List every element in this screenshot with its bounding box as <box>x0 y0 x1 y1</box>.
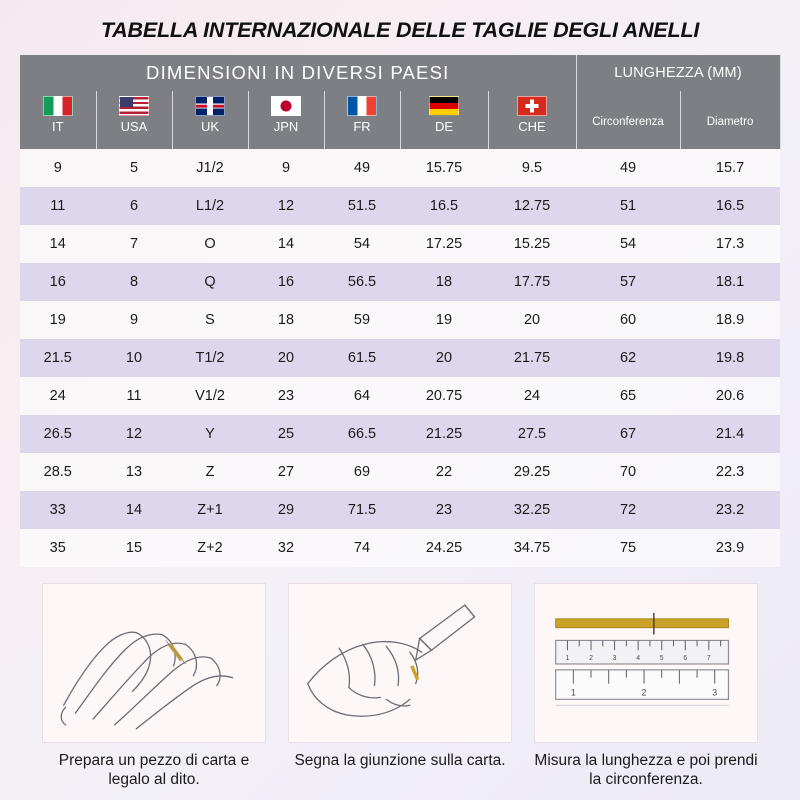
table-cell: 60 <box>576 301 680 339</box>
table-cell: 24.25 <box>400 529 488 567</box>
table-cell: 29 <box>248 491 324 529</box>
table-cell: 75 <box>576 529 680 567</box>
table-cell: 14 <box>96 491 172 529</box>
table-cell: 69 <box>324 453 400 491</box>
table-cell: 24 <box>488 377 576 415</box>
table-cell: 9 <box>248 149 324 187</box>
table-cell: 62 <box>576 339 680 377</box>
table-row <box>20 529 780 567</box>
table-cell: 14 <box>20 225 96 263</box>
table-row <box>20 377 780 415</box>
table-cell: 59 <box>324 301 400 339</box>
flag-germany-icon <box>429 96 459 116</box>
table-cell: 25 <box>248 415 324 453</box>
table-cell: 22.3 <box>680 453 780 491</box>
table-cell: J1/2 <box>172 149 248 187</box>
table-header-columns <box>20 91 780 149</box>
table-cell: 67 <box>576 415 680 453</box>
column-header-uk <box>172 91 248 149</box>
table-cell: 16 <box>20 263 96 301</box>
ring-size-table <box>20 55 781 567</box>
column-header-fr <box>324 91 400 149</box>
table-cell: 15.75 <box>400 149 488 187</box>
table-cell: 8 <box>96 263 172 301</box>
table-cell: 9 <box>20 149 96 187</box>
table-row <box>20 491 780 529</box>
column-label-usa: USA <box>120 119 148 134</box>
page-title: TABELLA INTERNAZIONALE DELLE TAGLIE DEGLI ANELLI <box>100 18 700 42</box>
table-cell: 19 <box>20 301 96 339</box>
column-label-diameter: Diametro <box>706 116 754 128</box>
table-cell: 32.25 <box>488 491 576 529</box>
table-cell: 11 <box>20 187 96 225</box>
table-cell: 27.5 <box>488 415 576 453</box>
table-cell: 57 <box>576 263 680 301</box>
table-cell: 6 <box>96 187 172 225</box>
table-cell: 16.5 <box>680 187 780 225</box>
table-cell: 66.5 <box>324 415 400 453</box>
hand-with-paper-strip-icon <box>42 583 266 743</box>
svg-text:2: 2 <box>589 655 593 663</box>
header-group-countries: DIMENSIONI IN DIVERSI PAESI <box>20 55 576 91</box>
table-cell: 71.5 <box>324 491 400 529</box>
table-cell: 12 <box>96 415 172 453</box>
column-label-uk: UK <box>200 119 220 134</box>
table-cell: Z <box>172 453 248 491</box>
table-cell: 7 <box>96 225 172 263</box>
table-cell: 20.75 <box>400 377 488 415</box>
instruction-card-1 <box>42 583 266 790</box>
instruction-card-3 <box>534 583 758 790</box>
table-cell: 15 <box>96 529 172 567</box>
table-cell: Z+2 <box>172 529 248 567</box>
flag-italy-icon <box>43 96 73 116</box>
svg-text:5: 5 <box>659 655 664 663</box>
header-group-length: LUNGHEZZA (MM) <box>576 55 780 91</box>
column-header-usa <box>96 91 172 149</box>
column-header-de <box>400 91 488 149</box>
table-cell: Q <box>172 263 248 301</box>
flag-switzerland-icon <box>517 96 547 116</box>
table-cell: 72 <box>576 491 680 529</box>
table-cell: 15.7 <box>680 149 780 187</box>
table-cell: Z+1 <box>172 491 248 529</box>
table-row <box>20 225 780 263</box>
table-cell: 21.75 <box>488 339 576 377</box>
svg-text:2: 2 <box>641 687 647 698</box>
column-label-che: CHE <box>518 119 546 134</box>
flag-usa-icon <box>119 96 149 116</box>
table-cell: Y <box>172 415 248 453</box>
table-cell: V1/2 <box>172 377 248 415</box>
instruction-caption-2: Segna la giunzione sulla carta. <box>294 752 506 769</box>
ruler-measuring-icon <box>534 583 758 743</box>
instruction-cards <box>20 583 780 790</box>
table-cell: 61.5 <box>324 339 400 377</box>
instruction-card-2 <box>288 583 512 790</box>
table-row <box>20 187 780 225</box>
column-header-circumference <box>576 91 680 149</box>
table-cell: 9 <box>96 301 172 339</box>
table-cell: 34.75 <box>488 529 576 567</box>
table-cell: 18.1 <box>680 263 780 301</box>
column-header-jpn <box>248 91 324 149</box>
table-cell: 26.5 <box>20 415 96 453</box>
table-cell: 17.25 <box>400 225 488 263</box>
table-cell: 19.8 <box>680 339 780 377</box>
table-cell: 17.3 <box>680 225 780 263</box>
table-cell: 51.5 <box>324 187 400 225</box>
table-header-groups <box>20 55 780 91</box>
svg-text:7: 7 <box>706 655 711 663</box>
table-cell: 33 <box>20 491 96 529</box>
column-label-circumference: Circonferenza <box>592 116 664 128</box>
table-cell: 9.5 <box>488 149 576 187</box>
table-cell: 49 <box>324 149 400 187</box>
table-cell: 20 <box>488 301 576 339</box>
table-cell: 18.9 <box>680 301 780 339</box>
table-cell: 16 <box>248 263 324 301</box>
table-cell: 54 <box>324 225 400 263</box>
table-cell: L1/2 <box>172 187 248 225</box>
table-cell: 27 <box>248 453 324 491</box>
table-cell: 18 <box>248 301 324 339</box>
table-cell: 19 <box>400 301 488 339</box>
table-cell: 74 <box>324 529 400 567</box>
table-cell: 49 <box>576 149 680 187</box>
table-row <box>20 149 780 187</box>
table-cell: 11 <box>96 377 172 415</box>
table-row <box>20 415 780 453</box>
table-cell: 18 <box>400 263 488 301</box>
instruction-caption-1: Prepara un pezzo di carta e legalo al dito. <box>58 752 250 789</box>
table-cell: 23.9 <box>680 529 780 567</box>
table-cell: 16.5 <box>400 187 488 225</box>
table-row <box>20 339 780 377</box>
table-cell: 12 <box>248 187 324 225</box>
table-cell: 17.75 <box>488 263 576 301</box>
table-cell: 21.25 <box>400 415 488 453</box>
table-cell: 22 <box>400 453 488 491</box>
table-cell: 20 <box>248 339 324 377</box>
table-cell: 64 <box>324 377 400 415</box>
table-cell: 14 <box>248 225 324 263</box>
table-cell: 65 <box>576 377 680 415</box>
table-body <box>20 149 780 567</box>
table-cell: 20 <box>400 339 488 377</box>
svg-text:4: 4 <box>636 655 641 663</box>
table-cell: 35 <box>20 529 96 567</box>
table-row <box>20 263 780 301</box>
column-header-diameter <box>680 91 780 149</box>
hand-marking-pen-icon <box>288 583 512 743</box>
column-label-fr: FR <box>353 119 371 134</box>
table-cell: 12.75 <box>488 187 576 225</box>
table-cell: 23 <box>400 491 488 529</box>
table-cell: 32 <box>248 529 324 567</box>
column-header-it <box>20 91 96 149</box>
column-label-it: IT <box>51 119 64 134</box>
table-cell: 56.5 <box>324 263 400 301</box>
table-cell: 21.5 <box>20 339 96 377</box>
table-cell: 54 <box>576 225 680 263</box>
table-cell: 23.2 <box>680 491 780 529</box>
flag-france-icon <box>347 96 377 116</box>
column-label-de: DE <box>434 119 454 134</box>
table-cell: 5 <box>96 149 172 187</box>
table-cell: 15.25 <box>488 225 576 263</box>
table-cell: 29.25 <box>488 453 576 491</box>
table-cell: 20.6 <box>680 377 780 415</box>
flag-uk-icon <box>195 96 225 116</box>
table-row <box>20 453 780 491</box>
table-cell: 28.5 <box>20 453 96 491</box>
column-header-che <box>488 91 576 149</box>
table-row <box>20 301 780 339</box>
svg-text:3: 3 <box>612 655 617 663</box>
table-cell: S <box>172 301 248 339</box>
svg-text:1: 1 <box>565 655 570 663</box>
table-cell: 21.4 <box>680 415 780 453</box>
svg-text:3: 3 <box>712 687 718 698</box>
table-cell: 13 <box>96 453 172 491</box>
column-label-jpn: JPN <box>273 119 299 134</box>
table-cell: 10 <box>96 339 172 377</box>
table-cell: 23 <box>248 377 324 415</box>
instruction-caption-3: Misura la lunghezza e poi prendi la circonferenza. <box>534 752 758 789</box>
svg-text:1: 1 <box>570 687 576 698</box>
table-cell: 51 <box>576 187 680 225</box>
table-cell: T1/2 <box>172 339 248 377</box>
table-cell: 70 <box>576 453 680 491</box>
table-cell: O <box>172 225 248 263</box>
svg-text:6: 6 <box>683 655 688 663</box>
table-cell: 24 <box>20 377 96 415</box>
flag-japan-icon <box>271 96 301 116</box>
